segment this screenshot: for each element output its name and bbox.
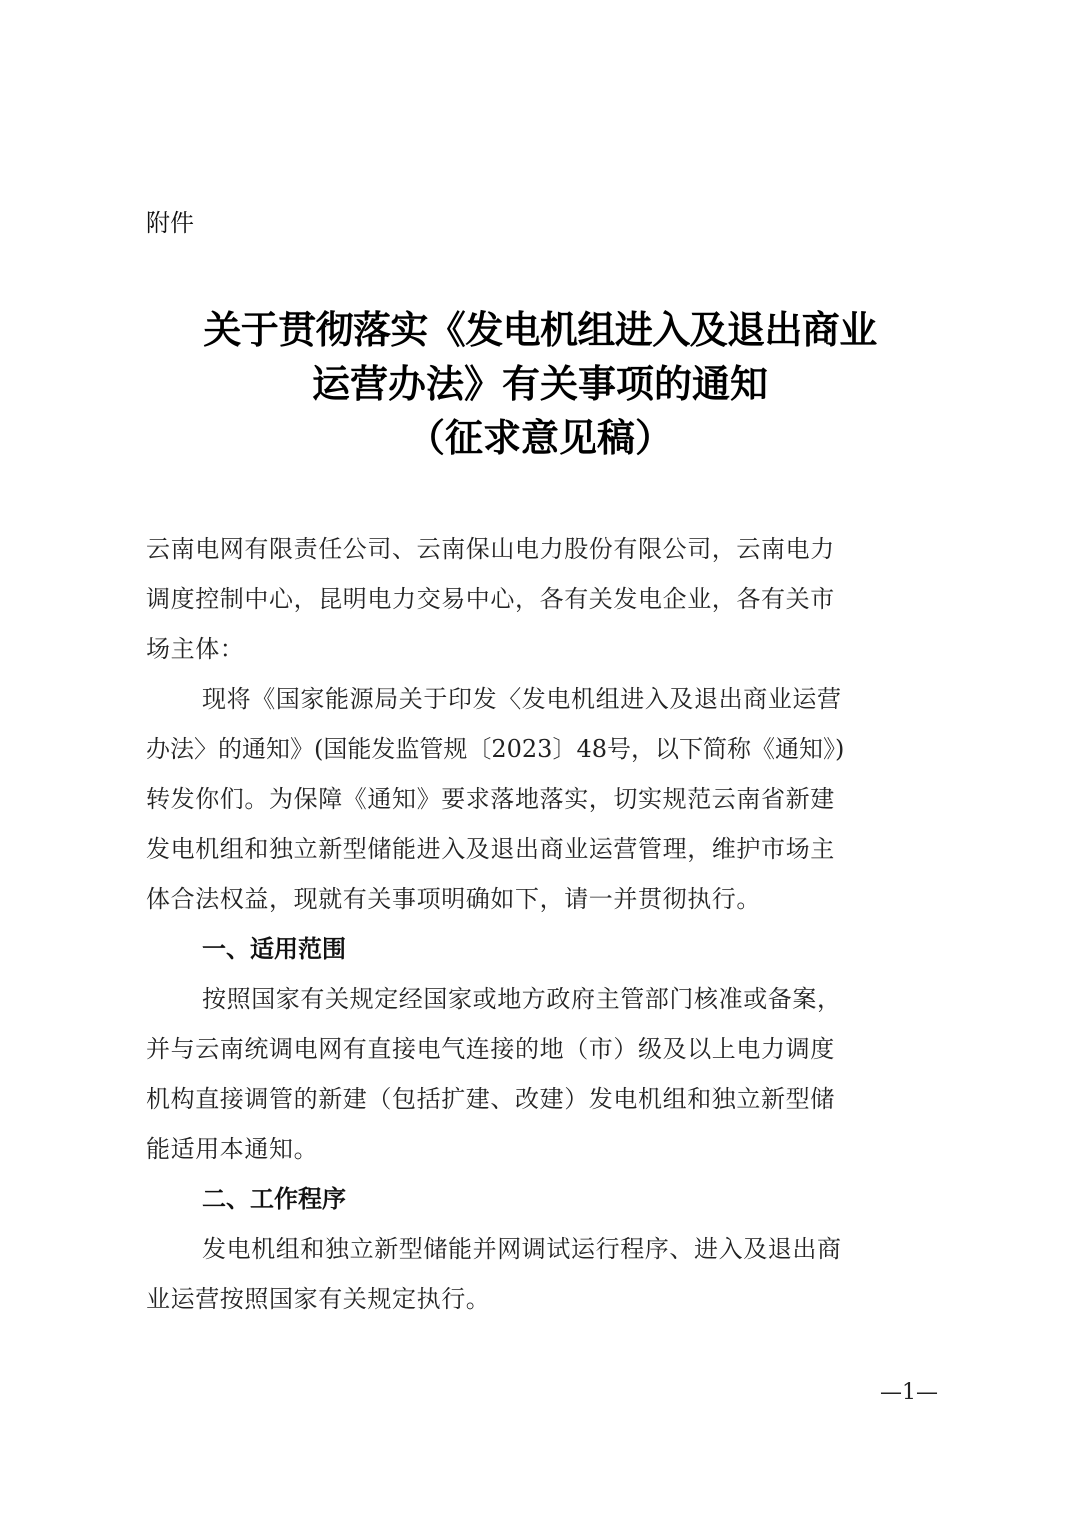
intro-paragraph	[146, 674, 946, 924]
paragraph-line: 机构直接调管的新建（包括扩建、改建）发电机组和独立新型储	[146, 1085, 835, 1113]
paragraph-line: 按照国家有关规定经国家或地方政府主管部门核准或备案，	[202, 985, 842, 1013]
paragraph-line: 发电机组和独立新型储能进入及退出商业运营管理，维护市场主	[146, 835, 835, 863]
paragraph-line: 业运营按照国家有关规定执行。	[146, 1285, 491, 1313]
document-title	[0, 303, 1080, 465]
attachment-label: 附件	[146, 209, 194, 237]
title-line-1: 关于贯彻落实《发电机组进入及退出商业	[203, 307, 877, 352]
paragraph-line: 能适用本通知。	[146, 1135, 319, 1163]
section-heading: 一、适用范围	[202, 935, 346, 963]
addressee-block	[146, 524, 946, 674]
paragraph-line: 办法〉的通知》(国能发监管规〔2023〕48号，以下简称《通知》)	[146, 735, 845, 763]
document-body	[146, 524, 946, 1324]
title-subtitle-draft: （征求意见稿）	[406, 415, 673, 460]
paragraph-line: 发电机组和独立新型储能并网调试运行程序、进入及退出商	[202, 1235, 842, 1263]
addressee-line: 调度控制中心，昆明电力交易中心，各有关发电企业，各有关市	[146, 585, 835, 613]
addressee-line: 云南电网有限责任公司、云南保山电力股份有限公司，云南电力	[146, 535, 835, 563]
section-scope	[146, 924, 946, 1174]
paragraph-line: 现将《国家能源局关于印发〈发电机组进入及退出商业运营	[202, 685, 842, 713]
paragraph-line: 并与云南统调电网有直接电气连接的地（市）级及以上电力调度	[146, 1035, 835, 1063]
page-number: —1—	[880, 1380, 938, 1405]
section-heading: 二、工作程序	[202, 1185, 346, 1213]
paragraph-line: 转发你们。为保障《通知》要求落地落实，切实规范云南省新建	[146, 785, 835, 813]
title-line-2: 运营办法》有关事项的通知	[311, 361, 768, 406]
section-procedure	[146, 1174, 946, 1324]
addressee-line: 场主体：	[146, 635, 245, 663]
paragraph-line: 体合法权益，现就有关事项明确如下，请一并贯彻执行。	[146, 885, 761, 913]
